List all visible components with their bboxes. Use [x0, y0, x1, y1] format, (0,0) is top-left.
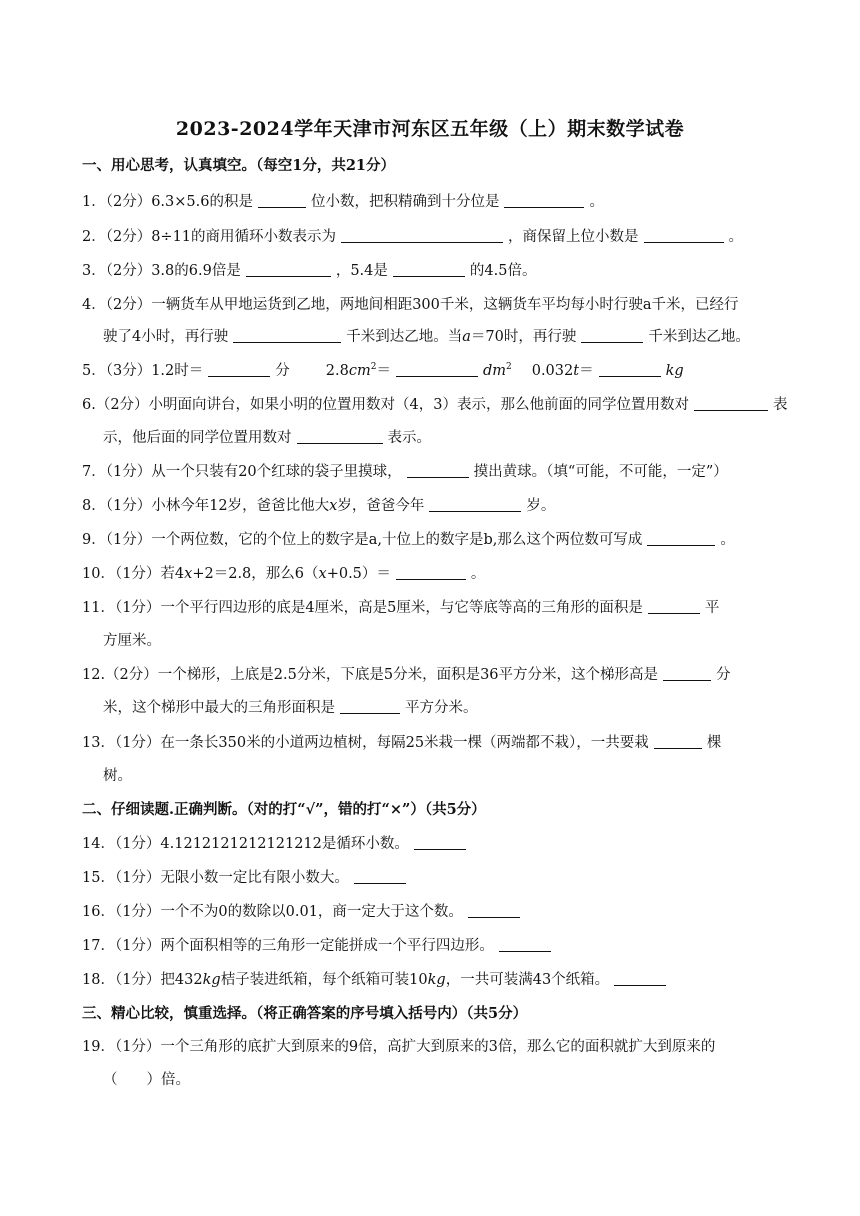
question-4-line-1 [82, 293, 739, 314]
q1-text-c: 。 [589, 194, 604, 210]
question-4-line-2 [103, 325, 750, 346]
question-11-line-1 [82, 596, 719, 617]
question-17 [82, 934, 556, 955]
answer-blank[interactable] [258, 193, 306, 208]
question-9 [82, 528, 735, 549]
answer-blank[interactable] [297, 429, 383, 444]
q4-text-b: 驶了4小时，再行驶 [103, 329, 229, 345]
q11-text-a: 11．（1分）一个平行四边形的底是4厘米，高是5厘米，与它等底等高的三角形的面积是 [82, 600, 643, 616]
q5-eq-1: ＝ [376, 363, 391, 379]
q10-var-x: x [318, 566, 327, 582]
q5-unit-t: t [573, 363, 580, 379]
q10-text-e: +0.5）＝ [326, 566, 391, 582]
q8-text-d: 岁。 [526, 498, 556, 514]
q11-text-b: 平 [704, 600, 720, 616]
answer-blank[interactable] [654, 734, 702, 749]
answer-blank[interactable] [644, 228, 724, 243]
q18-text-e: ，一共可装满43个纸箱。 [445, 972, 610, 988]
q18-unit-kg: kg [202, 972, 221, 988]
section-1-heading: 一、用心思考，认真填空。（每空1分，共21分） [82, 157, 396, 174]
q15-text: 15．（1分）无限小数一定比有限小数大。 [82, 870, 349, 886]
question-15 [82, 866, 411, 887]
page-title: 2023-2024学年天津市河东区五年级（上）期末数学试卷 [175, 118, 685, 140]
question-11-line-2 [103, 629, 161, 650]
question-14 [82, 832, 471, 853]
answer-blank[interactable] [341, 228, 503, 243]
q7-text-b: 摸出黄球。（填“可能，不可能，一定”） [473, 464, 728, 480]
answer-blank[interactable] [614, 971, 666, 986]
answer-blank[interactable] [599, 362, 661, 377]
q6-text-a: 6.（2分）小明面向讲台，如果小明的位置用数对（4，3）表示，那么他前面的同学位置用数对 [82, 397, 690, 413]
question-19-line-1 [82, 1035, 715, 1056]
q3-text-b: ，5.4是 [335, 263, 388, 279]
section-3-heading: 三、精心比较，慎重选择。（将正确答案的序号填入括号内）（共5分） [82, 1005, 528, 1022]
q19-text-b: （ ）倍。 [103, 1072, 190, 1088]
q8-var-x: x [329, 498, 338, 514]
question-6-line-1 [82, 393, 788, 414]
answer-blank[interactable] [246, 262, 331, 277]
q2-text-a: 2．（2分）8÷11的商用循环小数表示为 [82, 229, 337, 245]
q5-unit-cm: cm [348, 363, 371, 379]
answer-blank[interactable] [396, 362, 478, 377]
q4-text-f: 千米到达乙地。 [648, 329, 750, 345]
q11-text-c: 方厘米。 [103, 633, 161, 649]
q13-text-a: 13．（1分）在一条长350米的小道两边植树，每隔25米栽一棵（两端都不栽），一共要栽 [82, 735, 649, 751]
q5-unit-kg: kg [665, 363, 684, 379]
question-2 [82, 225, 743, 246]
q5-exp-2: 2 [505, 362, 512, 372]
q1-text-b: 位小数，把积精确到十分位是 [310, 194, 500, 210]
answer-blank[interactable] [663, 666, 711, 681]
question-16 [82, 900, 525, 921]
question-7 [82, 460, 728, 481]
q19-text-a: 19．（1分）一个三角形的底扩大到原来的9倍，高扩大到原来的3倍，那么它的面积就扩大到原来的 [82, 1039, 716, 1055]
q12-text-c: 米，这个梯形中最大的三角形面积是 [103, 700, 335, 716]
question-8 [82, 494, 555, 515]
answer-blank[interactable] [208, 362, 270, 377]
q9-text-b: 。 [720, 532, 735, 548]
q14-text: 14．（1分）4.1212121212121212是循环小数。 [82, 836, 409, 852]
q4-var-a: a [462, 329, 471, 345]
question-10 [82, 562, 485, 583]
answer-blank[interactable] [581, 328, 643, 343]
answer-blank[interactable] [504, 193, 584, 208]
answer-blank[interactable] [340, 699, 400, 714]
q16-text: 16．（1分）一个不为0的数除以0.01，商一定大于这个数。 [82, 904, 463, 920]
answer-blank[interactable] [396, 565, 466, 580]
q13-text-b: 棵 [706, 735, 722, 751]
q5-text-a: 5．（3分）1.2时＝ [82, 363, 204, 379]
question-13-line-1 [82, 731, 721, 752]
question-5 [82, 359, 684, 380]
q2-text-c: 。 [728, 229, 744, 245]
answer-blank[interactable] [393, 262, 465, 277]
q5-unit-dm: dm [482, 363, 506, 379]
q4-text-c: 千米到达乙地。当 [346, 329, 463, 345]
q10-text-a: 10．（1分）若4 [82, 566, 185, 582]
answer-blank[interactable] [233, 328, 341, 343]
q5-text-b: 分 [275, 363, 290, 379]
answer-blank[interactable] [354, 869, 406, 884]
question-6-line-2 [103, 426, 431, 447]
answer-blank[interactable] [407, 463, 469, 478]
answer-blank[interactable] [499, 937, 551, 952]
q6-text-d: 表示。 [387, 430, 431, 446]
q8-text-a: 8．（1分）小林今年12岁，爸爸比他大 [82, 498, 330, 514]
answer-blank[interactable] [647, 531, 715, 546]
q12-text-b: 分 [716, 667, 731, 683]
question-12-line-1 [82, 663, 731, 684]
q10-text-c: +2＝2.8，那么6（ [192, 566, 319, 582]
answer-blank[interactable] [468, 903, 520, 918]
answer-blank[interactable] [694, 396, 768, 411]
q8-text-c: 岁，爸爸今年 [337, 498, 425, 514]
q13-text-c: 树。 [103, 768, 132, 784]
q4-text-e: ＝70时，再行驶 [470, 329, 577, 345]
question-18 [82, 968, 671, 989]
q4-text-a: 4．（2分）一辆货车从甲地运货到乙地，两地间相距300千米，这辆货车平均每小时行驶a千米，已经行 [82, 297, 739, 313]
q1-text-a: 1．（2分）6.3×5.6的积是 [82, 194, 253, 210]
q17-text: 17．（1分）两个面积相等的三角形一定能拼成一个平行四边形。 [82, 938, 494, 954]
q9-text-a: 9．（1分）一个两位数，它的个位上的数字是a,十位上的数字是b,那么这个两位数可写成 [82, 532, 643, 548]
q5-text-c: 2.8 [325, 363, 349, 379]
q3-text-c: 的4.5倍。 [469, 263, 537, 279]
q12-text-d: 平方分米。 [405, 700, 478, 716]
q3-text-a: 3．（2分）3.8的6.9倍是 [82, 263, 241, 279]
q6-text-b: 表 [773, 397, 788, 413]
answer-blank[interactable] [429, 497, 521, 512]
q7-text-a: 7．（1分）从一个只装有20个红球的袋子里摸球， [82, 464, 402, 480]
q10-text-f: 。 [470, 566, 486, 582]
q6-text-c: 示，他后面的同学位置用数对 [103, 430, 292, 446]
question-19-line-2 [103, 1068, 190, 1089]
question-3 [82, 259, 536, 280]
q2-text-b: ，商保留上位小数是 [508, 229, 639, 245]
q18-text-c: 桔子装进纸箱，每个纸箱可装10 [220, 972, 428, 988]
question-12-line-2 [103, 696, 478, 717]
q18-text-a: 18．（1分）把432 [82, 972, 203, 988]
q5-exp-1: 2 [370, 362, 377, 372]
answer-blank[interactable] [648, 599, 700, 614]
question-1 [82, 190, 604, 211]
question-13-line-2 [103, 764, 132, 785]
section-2-heading: 二、仔细读题.正确判断。（对的打“√”，错的打“×”）（共5分） [82, 801, 486, 818]
q5-eq-2: ＝ [579, 363, 594, 379]
answer-blank[interactable] [414, 835, 466, 850]
q5-text-i: 0.032 [531, 363, 574, 379]
q10-var-x: x [184, 566, 193, 582]
q12-text-a: 12.（2分）一个梯形，上底是2.5分米，下底是5分米，面积是36平方分米，这个梯形高是 [82, 667, 659, 683]
q18-unit-kg: kg [427, 972, 446, 988]
